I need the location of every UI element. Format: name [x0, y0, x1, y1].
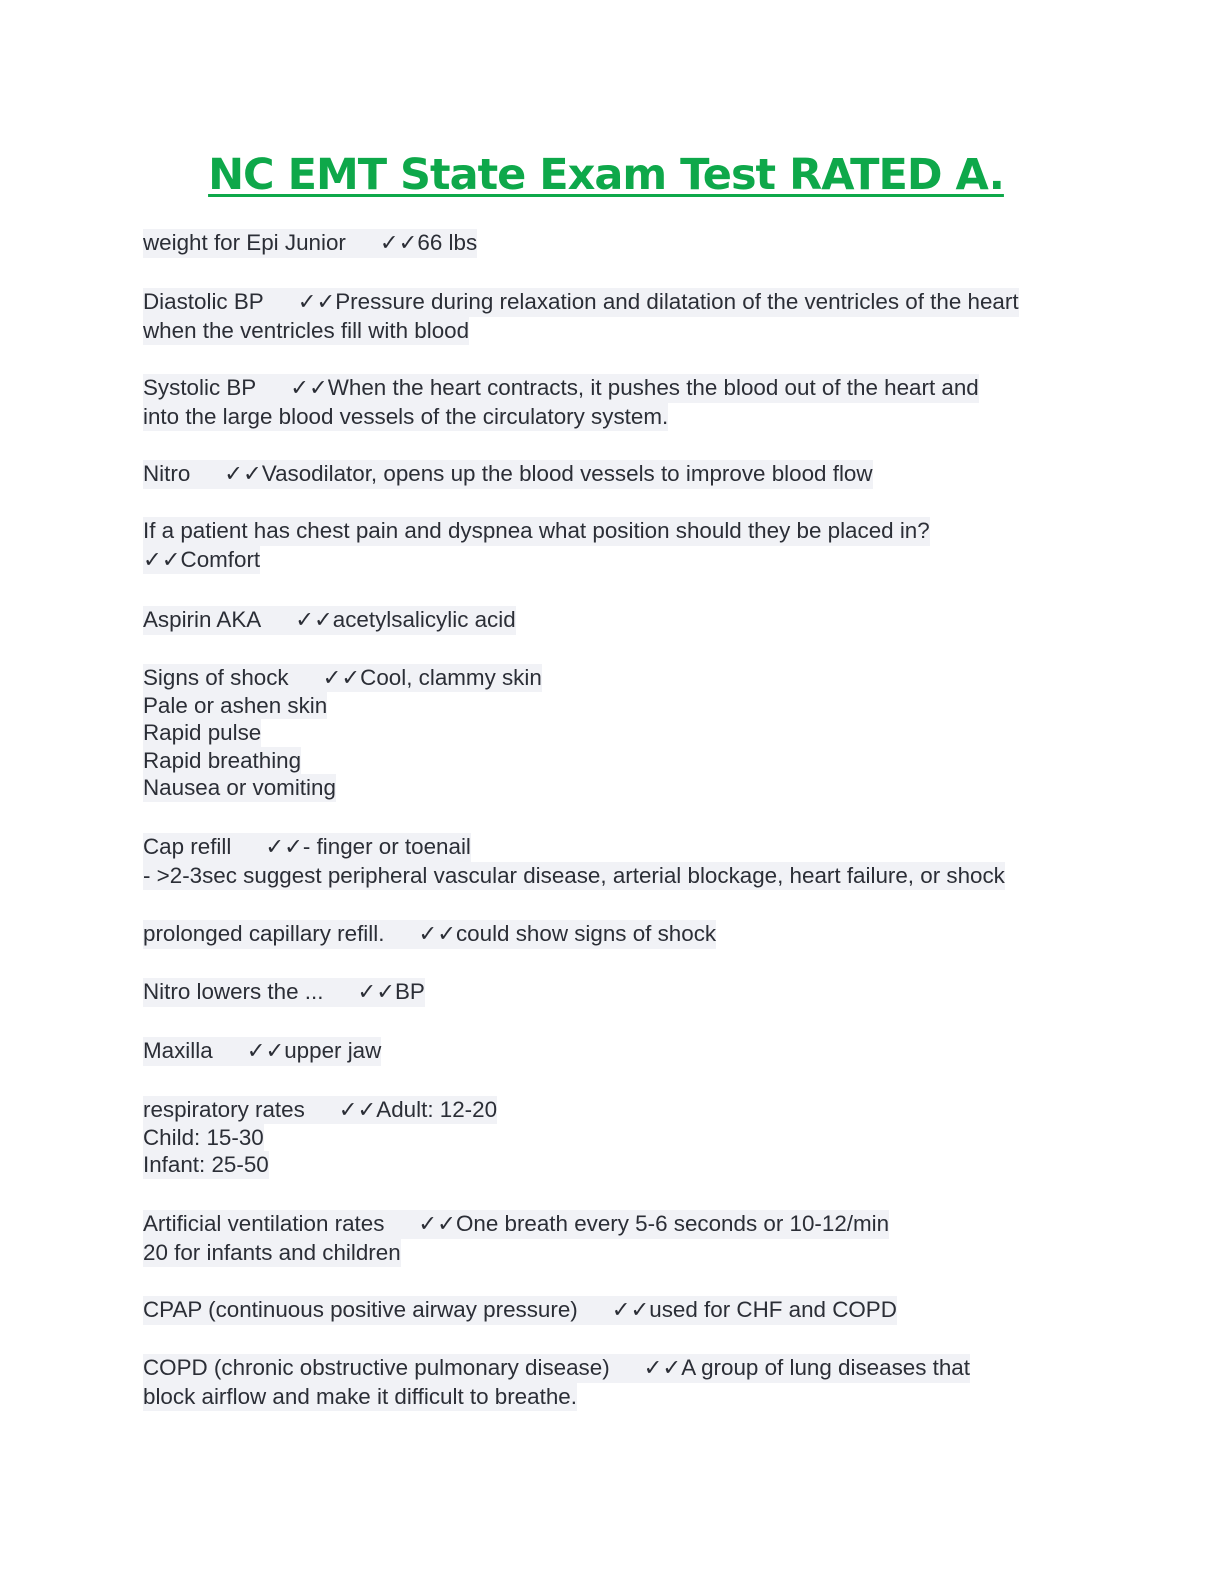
- flashcard-answer-continued: - >2-3sec suggest peripheral vascular disease, arterial blockage, heart failure, or shock: [143, 862, 1005, 891]
- flashcard: [143, 606, 516, 635]
- flashcard-answer-continued: Infant: 25-50: [143, 1152, 269, 1177]
- flashcard-line: [143, 288, 1019, 317]
- flashcard-answer-continued: Nausea or vomiting: [143, 775, 336, 800]
- flashcard-term: Cap refill: [143, 834, 232, 859]
- flashcard-answer: Pressure during relaxation and dilatation of the ventricles of the heart: [335, 289, 1019, 314]
- flashcard: [143, 920, 716, 949]
- flashcard-answer: Cool, clammy skin: [360, 665, 542, 690]
- check-mark-icon: ✓✓: [246, 1038, 285, 1063]
- flashcard-term: If a patient has chest pain and dyspnea what position should they be placed in?: [143, 517, 930, 546]
- flashcard: [143, 1096, 497, 1179]
- flashcard-term: CPAP (continuous positive airway pressure): [143, 1297, 578, 1322]
- flashcard: [143, 1354, 970, 1411]
- flashcard-term: Nitro: [143, 461, 191, 486]
- flashcard-term: weight for Epi Junior: [143, 230, 346, 255]
- flashcard: [143, 1296, 897, 1325]
- flashcard-term: Maxilla: [143, 1038, 213, 1063]
- flashcard-term: Aspirin AKA: [143, 607, 262, 632]
- check-mark-icon: ✓✓: [143, 546, 181, 572]
- flashcard-answer-continued: 20 for infants and children: [143, 1239, 401, 1268]
- check-mark-icon: ✓✓: [418, 921, 456, 946]
- flashcard: [143, 460, 873, 489]
- flashcard-answer-continued: into the large blood vessels of the circulatory system.: [143, 403, 668, 432]
- flashcard-answer: BP: [394, 979, 425, 1004]
- flashcard-line: [143, 606, 516, 635]
- flashcard-answer: Comfort: [180, 546, 261, 572]
- flashcard-answer: used for CHF and COPD: [649, 1297, 897, 1322]
- flashcard: [143, 833, 1005, 890]
- flashcard-line: [143, 1210, 889, 1239]
- flashcard-term: Diastolic BP: [143, 289, 264, 314]
- flashcard-answer: Vasodilator, opens up the blood vessels to improve blood flow: [261, 461, 873, 486]
- flashcard-line: [143, 374, 979, 403]
- flashcard: [143, 374, 979, 431]
- flashcard-answer-continued: Rapid pulse: [143, 720, 262, 745]
- flashcard-answer-continued: Rapid breathing: [143, 747, 302, 773]
- check-mark-icon: ✓✓: [357, 979, 395, 1004]
- flashcard-answer: 66 lbs: [417, 230, 478, 255]
- check-mark-icon: ✓✓: [643, 1355, 682, 1380]
- flashcard: [143, 517, 930, 574]
- flashcard-term: Systolic BP: [143, 375, 257, 400]
- flashcard-answer-continued: Pale or ashen skin: [143, 692, 328, 718]
- flashcard-line: [143, 1037, 381, 1066]
- flashcard-term: respiratory rates: [143, 1097, 305, 1122]
- flashcard-answer: could show signs of shock: [455, 921, 717, 946]
- flashcard-answer-continued: when the ventricles fill with blood: [143, 317, 469, 346]
- flashcard-answer: When the heart contracts, it pushes the blood out of the heart and: [327, 375, 979, 400]
- check-mark-icon: ✓✓: [322, 665, 361, 690]
- flashcard-line: [143, 229, 477, 258]
- flashcard-answer: - finger or toenail: [302, 834, 471, 859]
- flashcard-answer: acetylsalicylic acid: [332, 607, 516, 632]
- check-mark-icon: ✓✓: [338, 1097, 377, 1122]
- check-mark-icon: ✓✓: [224, 461, 262, 486]
- flashcard-term: prolonged capillary refill.: [143, 921, 385, 946]
- flashcard-answer: Adult: 12-20: [376, 1097, 498, 1122]
- flashcard-line: [143, 833, 471, 862]
- check-mark-icon: ✓✓: [418, 1211, 456, 1236]
- flashcard-line: [143, 1296, 897, 1325]
- flashcard-line: [143, 1096, 497, 1124]
- check-mark-icon: ✓✓: [379, 230, 418, 255]
- flashcard-answer: One breath every 5-6 seconds or 10-12/min: [455, 1211, 890, 1236]
- flashcard-line: [143, 1354, 970, 1383]
- check-mark-icon: ✓✓: [290, 375, 328, 400]
- flashcard: [143, 229, 477, 258]
- document-title: [0, 146, 1212, 204]
- flashcard-line: [143, 546, 260, 575]
- flashcard-term: Nitro lowers the ...: [143, 979, 324, 1004]
- flashcard-answer: upper jaw: [284, 1038, 382, 1063]
- flashcard-line: [143, 978, 425, 1007]
- flashcard-line: [143, 664, 542, 692]
- flashcard-answer: A group of lung diseases that: [681, 1355, 970, 1380]
- check-mark-icon: ✓✓: [297, 289, 336, 314]
- flashcard-term: Signs of shock: [143, 665, 289, 690]
- flashcard-answer-continued: Child: 15-30: [143, 1124, 264, 1150]
- check-mark-icon: ✓✓: [611, 1297, 650, 1322]
- flashcard: [143, 1037, 381, 1066]
- flashcard-term: Artificial ventilation rates: [143, 1211, 385, 1236]
- flashcard-answer-continued: block airflow and make it difficult to breathe.: [143, 1383, 577, 1412]
- flashcard: [143, 664, 542, 802]
- document-title-text: NC EMT State Exam Test RATED A.: [208, 150, 1004, 200]
- flashcard-line: [143, 460, 873, 489]
- flashcard: [143, 288, 1019, 345]
- flashcard: [143, 1210, 889, 1267]
- flashcard: [143, 978, 425, 1007]
- check-mark-icon: ✓✓: [265, 834, 303, 859]
- flashcard-term: COPD (chronic obstructive pulmonary disease): [143, 1355, 610, 1380]
- flashcard-line: [143, 920, 716, 949]
- check-mark-icon: ✓✓: [295, 607, 333, 632]
